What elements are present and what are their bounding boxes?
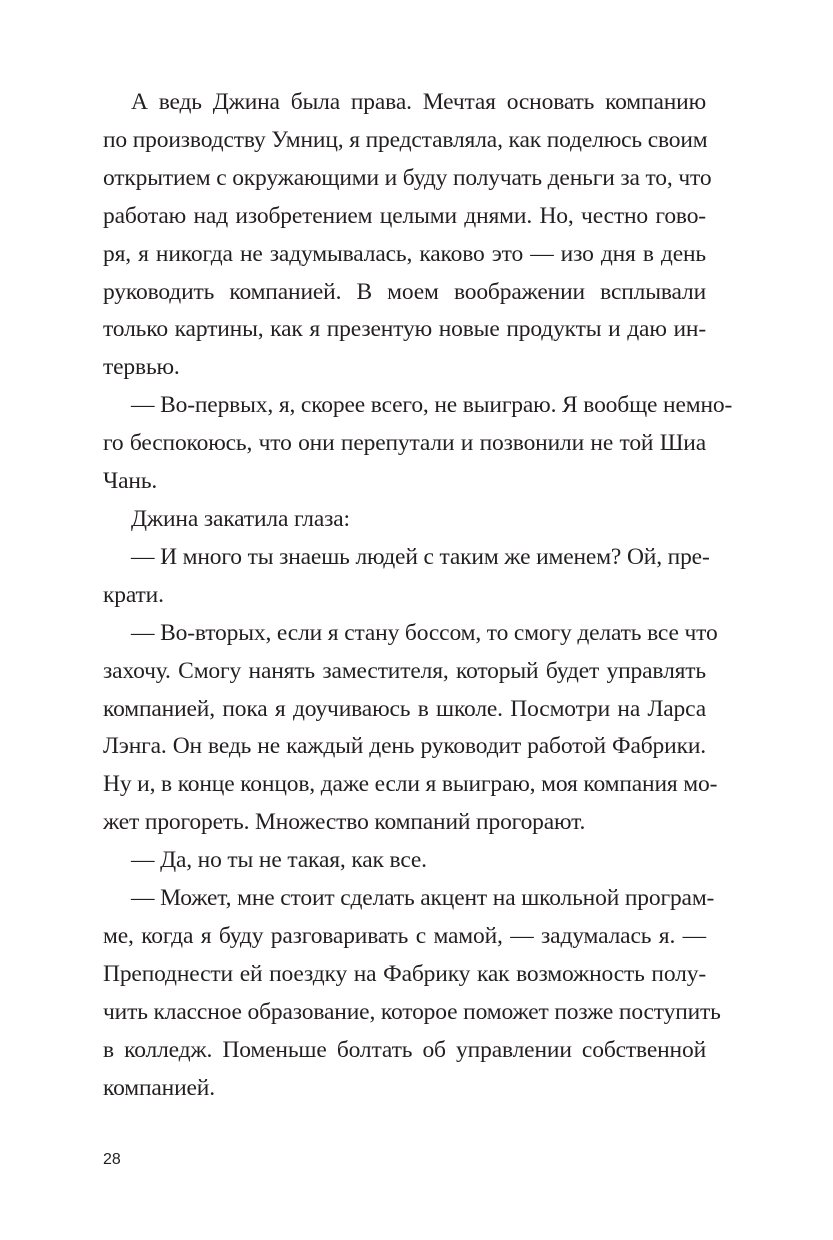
text-line: Ну и, в конце концов, даже если я выиграю, моя компания мо- (103, 771, 718, 798)
text-line: — И много ты знаешь людей с таким же именем? Ой, пре- (131, 543, 710, 570)
text-line: Джина закатила глаза: (131, 505, 350, 532)
text-line: А ведь Джина была права. Мечтая основать компанию (131, 89, 706, 115)
paragraph-7 (103, 880, 721, 1107)
text-line: работаю над изобретением целыми днями. Но, честно гово- (103, 202, 706, 229)
text-line: Лэнга. Он ведь не каждый день руководит работой Фабрики. (103, 733, 706, 760)
text-line: жет прогореть. Множество компаний прогорают. (103, 809, 586, 836)
paragraph-1 (103, 84, 712, 387)
paragraph-6 (103, 842, 706, 880)
text-line: — Во-вторых, если я стану боссом, то смогу делать все что (131, 619, 718, 646)
text-line: в колледж. Поменьше болтать об управлении собственной (103, 1036, 706, 1063)
text-line: крати. (103, 581, 164, 608)
text-line: Преподнести ей поездку на Фабрику как возможность полу- (103, 960, 706, 987)
paragraph-2 (103, 387, 733, 501)
text-line: открытием с окружающими и буду получать деньги за то, что (103, 164, 712, 191)
text-line: по производству Умниц, я представляла, как поделюсь своим (103, 126, 708, 153)
text-line: компанией, пока я доучиваюсь в школе. Посмотри на Ларса (103, 695, 706, 722)
text-line: ря, я никогда не задумывалась, каково это — изо дня в день (103, 240, 706, 267)
page-number: 28 (103, 1151, 121, 1168)
text-line: только картины, как я презентую новые продукты и даю ин- (103, 316, 706, 343)
paragraph-4 (103, 539, 710, 615)
text-line: руководить компанией. В моем воображении всплывали (103, 278, 706, 305)
text-line: захочу. Смогу нанять заместителя, который будет управлять (103, 657, 706, 684)
text-line: — Может, мне стоит сделать акцент на школьной програм- (131, 885, 715, 912)
text-line: Чань. (103, 468, 158, 495)
text-line: чить классное образование, которое поможет позже поступить (103, 998, 721, 1025)
text-line: — Да, но ты не такая, как все. (131, 847, 427, 874)
text-line: ме, когда я буду разговаривать с мамой, — задумалась я. — (103, 922, 706, 949)
paragraph-5 (103, 615, 718, 842)
text-line: — Во-первых, я, скорее всего, не выиграю. Я вообще немно- (131, 392, 733, 419)
paragraph-3 (103, 501, 706, 539)
page-body-text (103, 84, 733, 1107)
text-line: го беспокоюсь, что они перепутали и позвонили не той Шиа (103, 430, 706, 457)
text-line: компанией. (103, 1074, 215, 1101)
text-line: тервью. (103, 354, 180, 381)
